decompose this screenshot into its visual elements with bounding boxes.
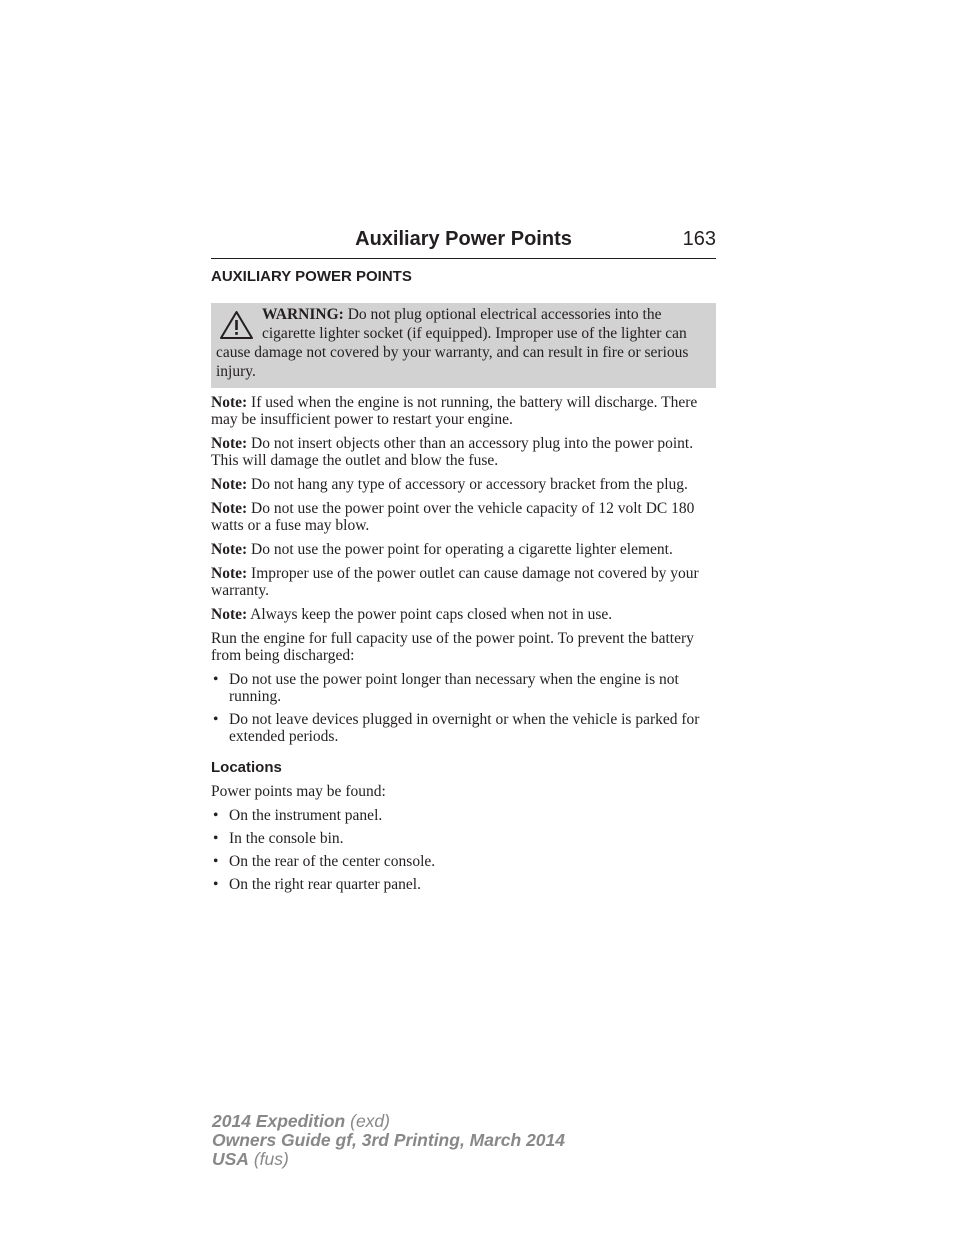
bullet-icon: • (213, 830, 219, 847)
footer-model-code: (exd) (345, 1111, 390, 1131)
list-item (211, 711, 716, 745)
list-item-text: In the console bin. (229, 830, 344, 847)
note-paragraph (211, 394, 716, 428)
list-item (211, 807, 716, 824)
note-text: Do not hang any type of accessory or accessory bracket from the plug. (247, 476, 688, 493)
note-text: Always keep the power point caps closed when not in use. (247, 606, 613, 623)
list-item (211, 876, 716, 893)
footer-line-3 (212, 1150, 565, 1169)
bullet-icon: • (213, 876, 219, 893)
bullet-icon: • (213, 853, 219, 870)
note-label: Note: (211, 394, 248, 411)
run-bullet-list (211, 671, 716, 745)
note-paragraph (211, 500, 716, 534)
footer-model: 2014 Expedition (212, 1111, 346, 1131)
page-title: Auxiliary Power Points (355, 228, 572, 250)
footer-market-code: (fus) (248, 1149, 289, 1169)
list-item-text: On the rear of the center console. (229, 853, 436, 870)
locations-heading: Locations (211, 759, 282, 776)
warning-text: Do not plug optional electrical accessories into the cigarette lighter socket (if equipped). Improper use of the lighter can cause damage not covered by your warranty, and can result in fire or serious injury. (216, 306, 689, 380)
note-text: Do not use the power point for operating a cigarette lighter element. (247, 541, 673, 558)
list-item-text: Do not use the power point longer than necessary when the engine is not running. (229, 671, 679, 705)
warning-box (211, 303, 716, 388)
warning-triangle-icon (219, 310, 254, 340)
note-text: Do not insert objects other than an accessory plug into the power point. This will damage the outlet and blow the fuse. (211, 435, 694, 469)
note-label: Note: (211, 476, 248, 493)
list-item (211, 853, 716, 870)
note-text: If used when the engine is not running, the battery will discharge. There may be insufficient power to restart your engine. (211, 394, 698, 428)
note-paragraph (211, 541, 716, 558)
page-footer (212, 1112, 565, 1169)
section-heading: AUXILIARY POWER POINTS (211, 268, 412, 285)
note-label: Note: (211, 541, 248, 558)
note-text: Do not use the power point over the vehicle capacity of 12 volt DC 180 watts or a fuse may blow. (211, 500, 695, 534)
note-paragraph (211, 565, 716, 599)
bullet-icon: • (213, 711, 219, 728)
locations-intro: Power points may be found: (211, 783, 386, 800)
list-item-text: Do not leave devices plugged in overnight or when the vehicle is parked for extended periods. (229, 711, 700, 745)
bullet-icon: • (213, 671, 219, 688)
page-number: 163 (682, 228, 716, 250)
note-paragraph (211, 435, 716, 469)
note-paragraph (211, 606, 716, 623)
locations-bullet-list (211, 807, 716, 893)
list-item-text: On the instrument panel. (229, 807, 383, 824)
note-label: Note: (211, 500, 248, 517)
page-content (211, 268, 716, 899)
list-item (211, 671, 716, 705)
list-item (211, 830, 716, 847)
list-item-text: On the right rear quarter panel. (229, 876, 421, 893)
note-label: Note: (211, 606, 248, 623)
notes-list (211, 394, 716, 623)
warning-label: WARNING: (262, 306, 344, 323)
footer-line-1 (212, 1112, 565, 1131)
footer-market: USA (212, 1149, 249, 1169)
note-label: Note: (211, 565, 248, 582)
page-header (211, 228, 716, 259)
run-paragraph: Run the engine for full capacity use of the power point. To prevent the battery from being discharged: (211, 630, 694, 664)
bullet-icon: • (213, 807, 219, 824)
note-label: Note: (211, 435, 248, 452)
footer-line-2: Owners Guide gf, 3rd Printing, March 2014 (212, 1130, 565, 1150)
note-text: Improper use of the power outlet can cause damage not covered by your warranty. (211, 565, 699, 599)
note-paragraph (211, 476, 716, 493)
